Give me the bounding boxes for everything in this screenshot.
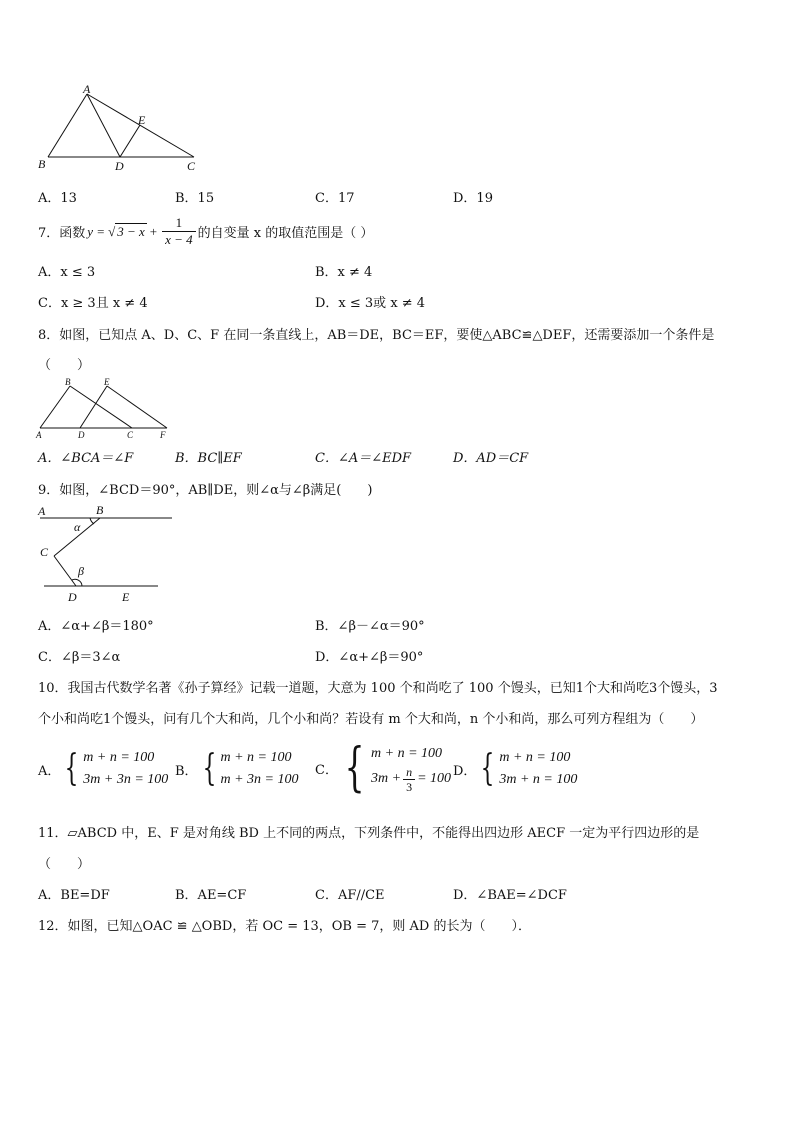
segment-ab [48, 94, 87, 157]
q6-option-b[interactable]: B．15 [175, 191, 215, 206]
segment-bc [70, 386, 132, 428]
q11-stem: 11．▱ABCD 中，E、F 是对角线 BD 上不同的两点，下列条件中，不能得出四边形 AECF 一定为平行四边形的是 [38, 826, 700, 841]
label-alpha: α [74, 520, 81, 534]
q10-stem-line2: 个小和尚吃1个馒头，问有几个大和尚，几个小和尚？若设有 m 个大和尚，n 个小和尚，那么可列方程组为（ ） [38, 712, 704, 727]
q10-d-eq2: 3m + n = 100 [499, 772, 578, 787]
q6-option-d[interactable]: D．19 [453, 191, 493, 206]
q9-stem: 9．如图，∠BCD＝90°，AB∥DE，则∠α与∠β满足( ) [38, 483, 373, 498]
q10-b-eq1: m + n = 100 [220, 750, 292, 765]
q10-option-b-label: B． [175, 763, 198, 779]
brace-icon: { [64, 748, 79, 789]
q7-frac-den: x − 4 [165, 232, 193, 247]
q10-c-eq2-left: 3m + [371, 771, 402, 786]
label-a: A [83, 82, 91, 96]
q6-option-c[interactable]: C．17 [315, 191, 355, 206]
angle-alpha-arc [90, 518, 94, 524]
label-d: D [115, 159, 124, 173]
q10-option-a-label: A． [38, 763, 61, 779]
q8-option-a[interactable]: A．∠BCA＝∠F [38, 451, 134, 466]
q10-option-b-system [198, 747, 299, 791]
q10-c-eq1: m + n = 100 [371, 745, 443, 761]
label-c: C [187, 159, 196, 173]
q7-suffix: 的自变量 x 的取值范围是（ ） [197, 226, 374, 241]
q10-option-d[interactable] [453, 747, 577, 791]
q9-option-a[interactable]: A．∠α+∠β＝180° [38, 619, 154, 634]
q8-option-c[interactable]: C．∠A＝∠EDF [315, 451, 412, 466]
label-d: D [78, 430, 85, 440]
label-beta: β [78, 564, 84, 578]
q10-option-c[interactable] [315, 738, 451, 798]
q7-y-eq: y = [87, 223, 106, 239]
q7-frac-num: 1 [162, 215, 196, 232]
q10-option-c-label: C． [315, 762, 338, 778]
q9-option-c[interactable]: C．∠β＝3∠α [38, 650, 121, 665]
brace-icon: { [344, 738, 365, 798]
q10-c-frac-den: 3 [406, 779, 413, 794]
q7-option-b[interactable]: B．x ≠ 4 [315, 265, 373, 280]
q8-option-d[interactable]: D．AD＝CF [453, 451, 529, 466]
label-c: C [40, 545, 49, 559]
q7-option-d[interactable]: D．x ≤ 3或 x ≠ 4 [315, 296, 426, 311]
label-a: A [36, 430, 42, 440]
q7-option-a[interactable]: A．x ≤ 3 [38, 265, 96, 280]
label-b: B [96, 503, 104, 517]
q7-sqrt: √ 3 − x [108, 223, 145, 239]
label-f: F [160, 430, 166, 440]
q10-option-b[interactable] [175, 747, 298, 791]
brace-icon: { [481, 748, 495, 789]
q8-paren: （ ） [38, 358, 91, 373]
q7-fraction [162, 215, 196, 248]
q7-stem [38, 215, 373, 248]
segment-ef [107, 386, 167, 428]
q10-a-eq1: m + n = 100 [83, 750, 155, 765]
q8-option-b[interactable]: B．BC∥EF [175, 451, 242, 466]
q10-d-eq1: m + n = 100 [499, 750, 571, 765]
q7-sqrt-body: 3 − x [117, 223, 145, 239]
q11-option-c[interactable]: C．AF//CE [315, 888, 385, 903]
q10-stem-line1: 10．我国古代数学名著《孙子算经》记载一道题，大意为 100 个和尚吃了 100 个馒头，已知1个大和尚吃3个馒头，3 [38, 681, 718, 696]
q7-prefix: 7．函数 [38, 226, 86, 241]
q11-option-b[interactable]: B．AE=CF [175, 888, 247, 903]
q7-plus: + [149, 223, 158, 239]
q7-option-c[interactable]: C．x ≥ 3且 x ≠ 4 [38, 296, 148, 311]
q12-stem: 12．如图，已知△OAC ≌ △OBD，若 OC = 13，OB = 7，则 AD 的长为（ ）． [38, 919, 531, 934]
q10-option-a[interactable] [38, 747, 168, 791]
q10-option-c-system [338, 738, 451, 798]
label-e: E [122, 590, 130, 604]
q6-figure [30, 82, 210, 174]
q11-option-d[interactable]: D．∠BAE=∠DCF [453, 888, 567, 903]
label-b: B [38, 157, 46, 171]
q10-option-d-system [476, 747, 577, 791]
q10-c-eq2-right: = 100 [417, 771, 452, 786]
q11-paren: （ ） [38, 857, 91, 872]
q8-figure [32, 374, 177, 440]
q10-c-frac-num: n [403, 765, 415, 780]
q10-option-d-label: D． [453, 763, 477, 779]
label-c: C [127, 430, 134, 440]
label-d: D [68, 590, 77, 604]
label-e: E [138, 113, 146, 127]
label-e: E [104, 377, 110, 387]
q8-stem: 8．如图，已知点 A、D、C、F 在同一条直线上，AB＝DE，BC＝EF，要使△ABC≌△DEF，还需要添加一个条件是 [38, 328, 715, 343]
segment-ab [40, 386, 70, 428]
q10-c-fraction [403, 765, 415, 794]
q10-a-eq2: 3m + 3n = 100 [83, 772, 169, 787]
segment-de [80, 386, 107, 428]
q6-option-a[interactable]: A．13 [38, 191, 77, 206]
label-a: A [38, 504, 46, 518]
segment-cd [54, 556, 76, 586]
label-b: B [65, 377, 71, 387]
q11-option-a[interactable]: A．BE=DF [38, 888, 110, 903]
q9-option-b[interactable]: B．∠β－∠α＝90° [315, 619, 425, 634]
brace-icon: { [202, 748, 216, 789]
segment-de [120, 125, 140, 157]
q9-figure [32, 500, 172, 606]
q9-option-d[interactable]: D．∠α+∠β＝90° [315, 650, 424, 665]
q10-c-eq2 [371, 765, 451, 794]
q10-option-a-system [60, 747, 168, 791]
q10-b-eq2: m + 3n = 100 [220, 772, 299, 787]
